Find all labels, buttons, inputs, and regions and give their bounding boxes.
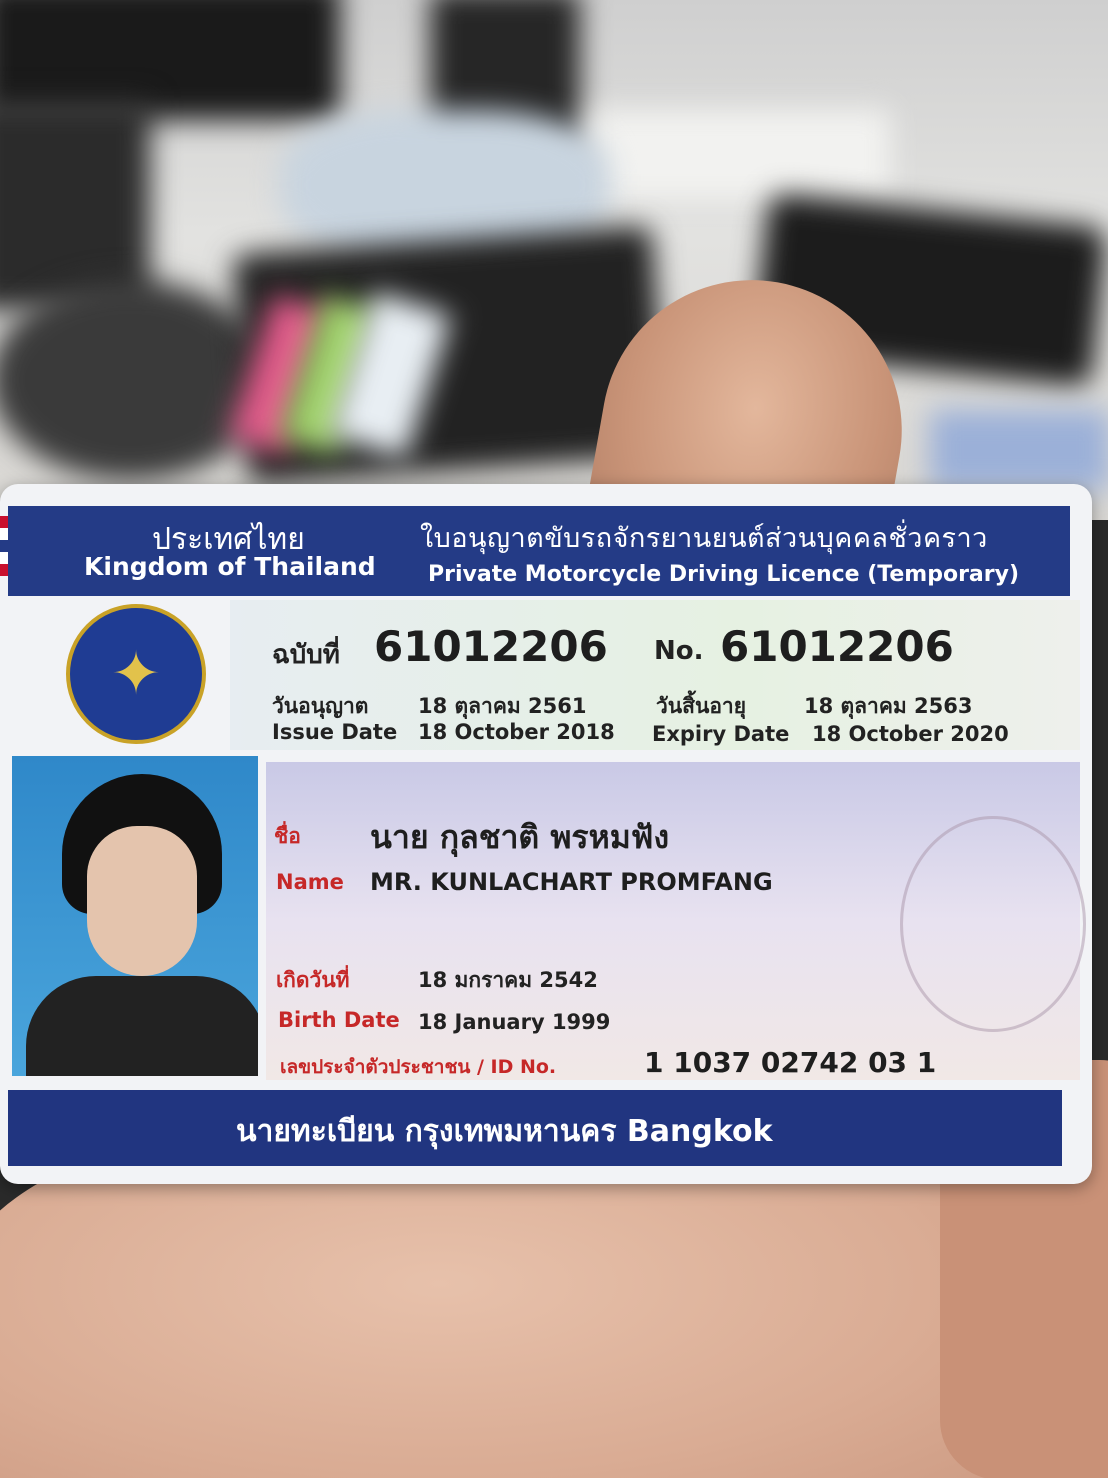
birth-th: 18 มกราคม 2542 bbox=[418, 968, 598, 992]
country-en: Kingdom of Thailand bbox=[84, 552, 376, 581]
registrar-footer bbox=[8, 1090, 1062, 1166]
expiry-label-th: วันสิ้นอายุ bbox=[656, 694, 747, 718]
paper bbox=[590, 110, 890, 200]
holder-photo bbox=[12, 756, 258, 1076]
registrar-text: นายทะเบียน กรุงเทพมหานคร Bangkok bbox=[236, 1114, 773, 1149]
driving-licence-card bbox=[0, 484, 1092, 1184]
issue-th: 18 ตุลาคม 2561 bbox=[418, 694, 587, 718]
licence-title-th: ใบอนุญาตขับรถจักรยานยนต์ส่วนบุคคลชั่วคราว bbox=[420, 523, 988, 554]
birth-label-en: Birth Date bbox=[278, 1008, 400, 1032]
no-en-value: 61012206 bbox=[720, 622, 954, 671]
department-seal-icon: ✦ bbox=[66, 604, 206, 744]
expiry-en: 18 October 2020 bbox=[812, 722, 1009, 746]
mouse bbox=[0, 280, 270, 480]
issue-label-th: วันอนุญาต bbox=[272, 694, 369, 718]
keyboard bbox=[0, 100, 150, 310]
photo-face bbox=[87, 826, 197, 976]
birth-label-th: เกิดวันที่ bbox=[276, 968, 350, 992]
expiry-label-en: Expiry Date bbox=[652, 722, 790, 746]
no-label-en: No. bbox=[654, 636, 704, 666]
id-value: 1 1037 02742 03 1 bbox=[644, 1046, 937, 1079]
no-th-value: 61012206 bbox=[374, 622, 608, 671]
id-label: เลขประจำตัวประชาชน / ID No. bbox=[280, 1056, 557, 1078]
hologram-stamp-icon bbox=[900, 816, 1086, 1032]
name-label-en: Name bbox=[276, 870, 344, 894]
issue-en: 18 October 2018 bbox=[418, 720, 615, 744]
name-label-th: ชื่อ bbox=[274, 824, 301, 848]
issue-label-en: Issue Date bbox=[272, 720, 398, 744]
country-th: ประเทศไทย bbox=[152, 522, 305, 557]
name-th: นาย กุลชาติ พรหมฟัง bbox=[370, 818, 670, 856]
expiry-th: 18 ตุลาคม 2563 bbox=[804, 694, 973, 718]
no-label-th: ฉบับที่ bbox=[272, 640, 340, 670]
background-card bbox=[930, 410, 1108, 490]
birth-en: 18 January 1999 bbox=[418, 1010, 611, 1034]
photo-body bbox=[26, 976, 258, 1076]
name-en: MR. KUNLACHART PROMFANG bbox=[370, 868, 773, 896]
licence-title-en: Private Motorcycle Driving Licence (Temporary) bbox=[428, 562, 1020, 587]
